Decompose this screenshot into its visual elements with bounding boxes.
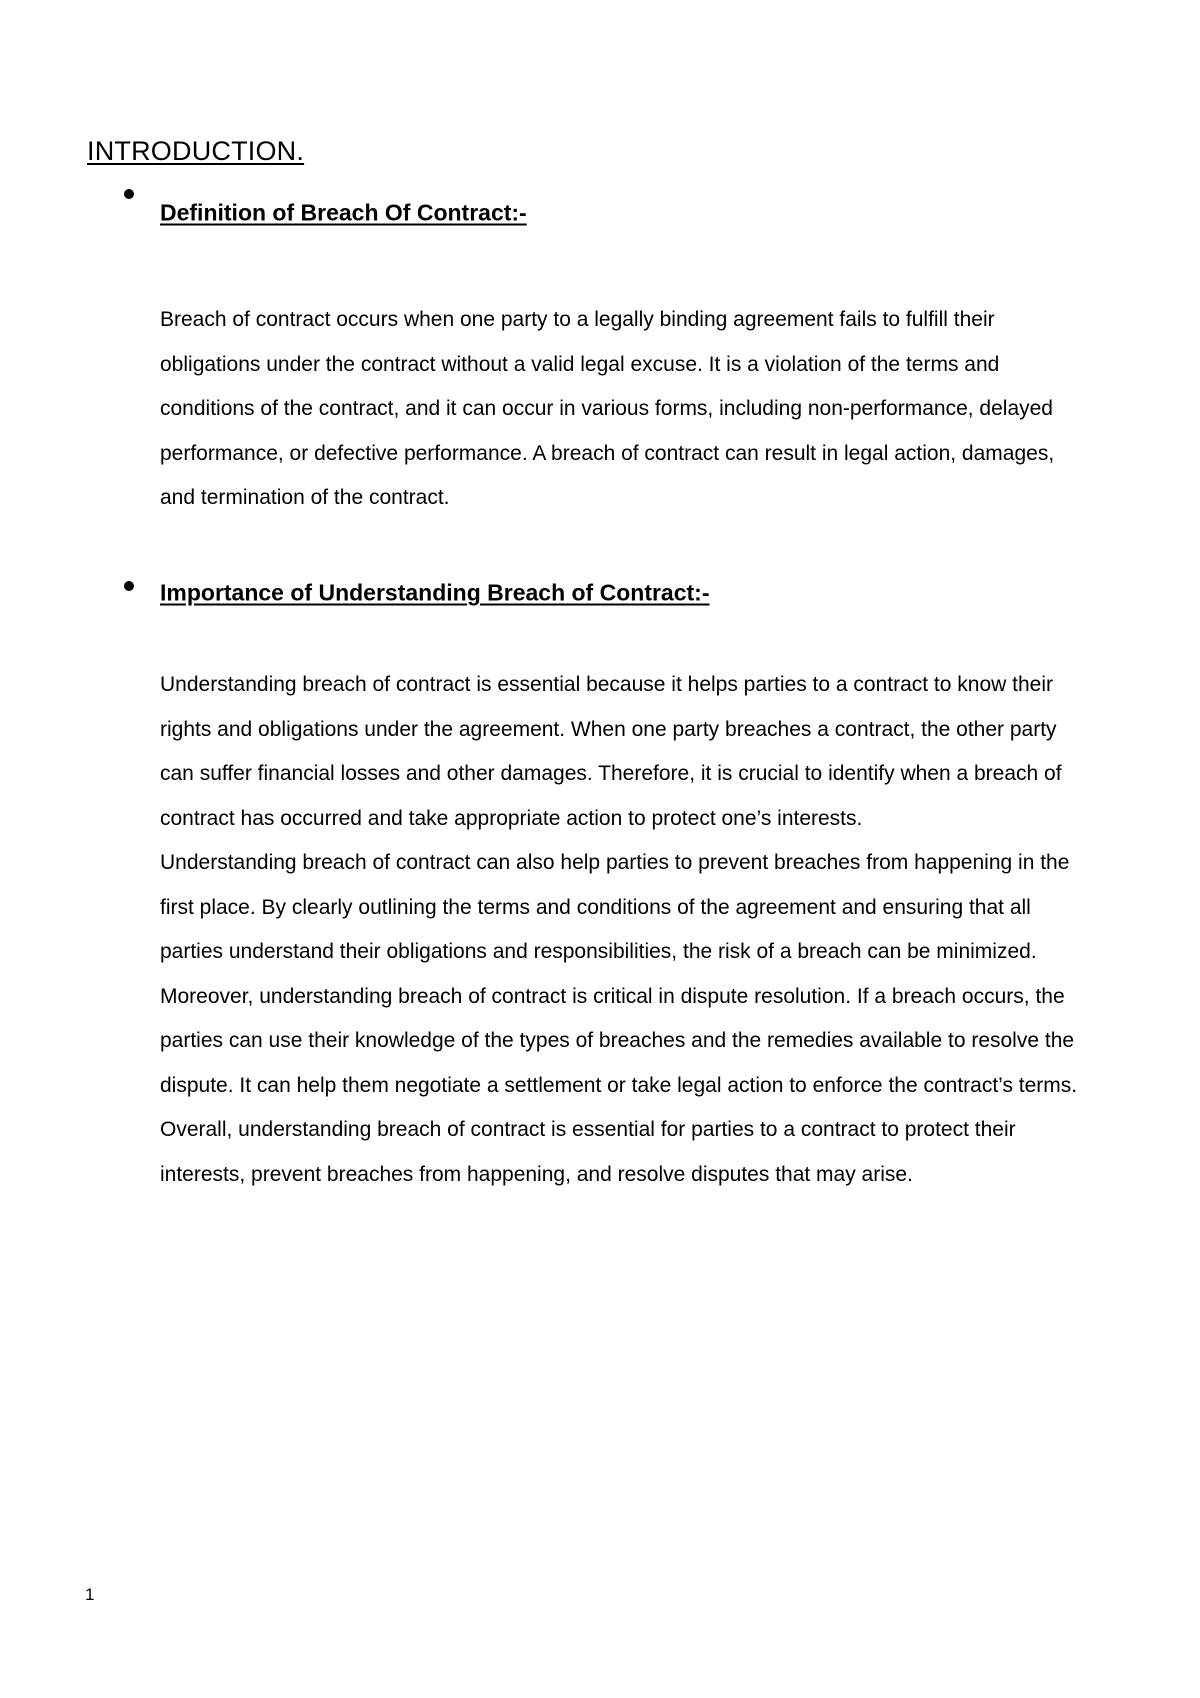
paragraph-line: and termination of the contract. bbox=[160, 486, 450, 509]
section-paragraph bbox=[160, 298, 1150, 521]
paragraph-line: rights and obligations under the agreement. When one party breaches a contract, the other party bbox=[160, 717, 1057, 741]
bullet-icon bbox=[124, 581, 134, 591]
section-heading: Importance of Understanding Breach of Contract:- bbox=[160, 579, 710, 606]
paragraph-line: Overall, understanding breach of contract is essential for parties to a contract to protect their bbox=[160, 1118, 1016, 1141]
paragraph-line: Moreover, understanding breach of contract is critical in dispute resolution. If a breach occurs, the bbox=[160, 984, 1065, 1008]
paragraph-line: interests, prevent breaches from happening, and resolve disputes that may arise. bbox=[160, 1162, 913, 1186]
paragraph-line: first place. By clearly outlining the terms and conditions of the agreement and ensuring that all bbox=[160, 895, 1031, 919]
paragraph-line: obligations under the contract without a valid legal excuse. It is a violation of the terms and bbox=[160, 352, 1000, 376]
paragraph-line: can suffer financial losses and other damages. Therefore, it is crucial to identify when a breach of bbox=[160, 762, 1062, 785]
paragraph-line: Understanding breach of contract is essential because it helps parties to a contract to know their bbox=[160, 673, 1053, 696]
section-paragraph bbox=[160, 663, 1150, 1197]
paragraph-line: dispute. It can help them negotiate a settlement or take legal action to enforce the contract’s terms. bbox=[160, 1073, 1078, 1097]
paragraph-line: performance, or defective performance. A breach of contract can result in legal action, damages, bbox=[160, 441, 1055, 465]
paragraph-line: parties can use their knowledge of the types of breaches and the remedies available to resolve the bbox=[160, 1029, 1075, 1052]
paragraph-line: parties understand their obligations and responsibilities, the risk of a breach can be minimized. bbox=[160, 940, 1037, 963]
bullet-icon bbox=[124, 189, 134, 199]
paragraph-line: contract has occurred and take appropriate action to protect one’s interests. bbox=[160, 806, 863, 830]
page-title: INTRODUCTION. bbox=[87, 136, 305, 166]
paragraph-line: Understanding breach of contract can also help parties to prevent breaches from happening in the bbox=[160, 851, 1070, 874]
section-heading: Definition of Breach Of Contract:- bbox=[160, 199, 527, 226]
paragraph-line: conditions of the contract, and it can occur in various forms, including non-performance, delayed bbox=[160, 397, 1053, 420]
page-number: 1 bbox=[85, 1585, 95, 1604]
paragraph-line: Breach of contract occurs when one party to a legally binding agreement fails to fulfill their bbox=[160, 308, 995, 331]
